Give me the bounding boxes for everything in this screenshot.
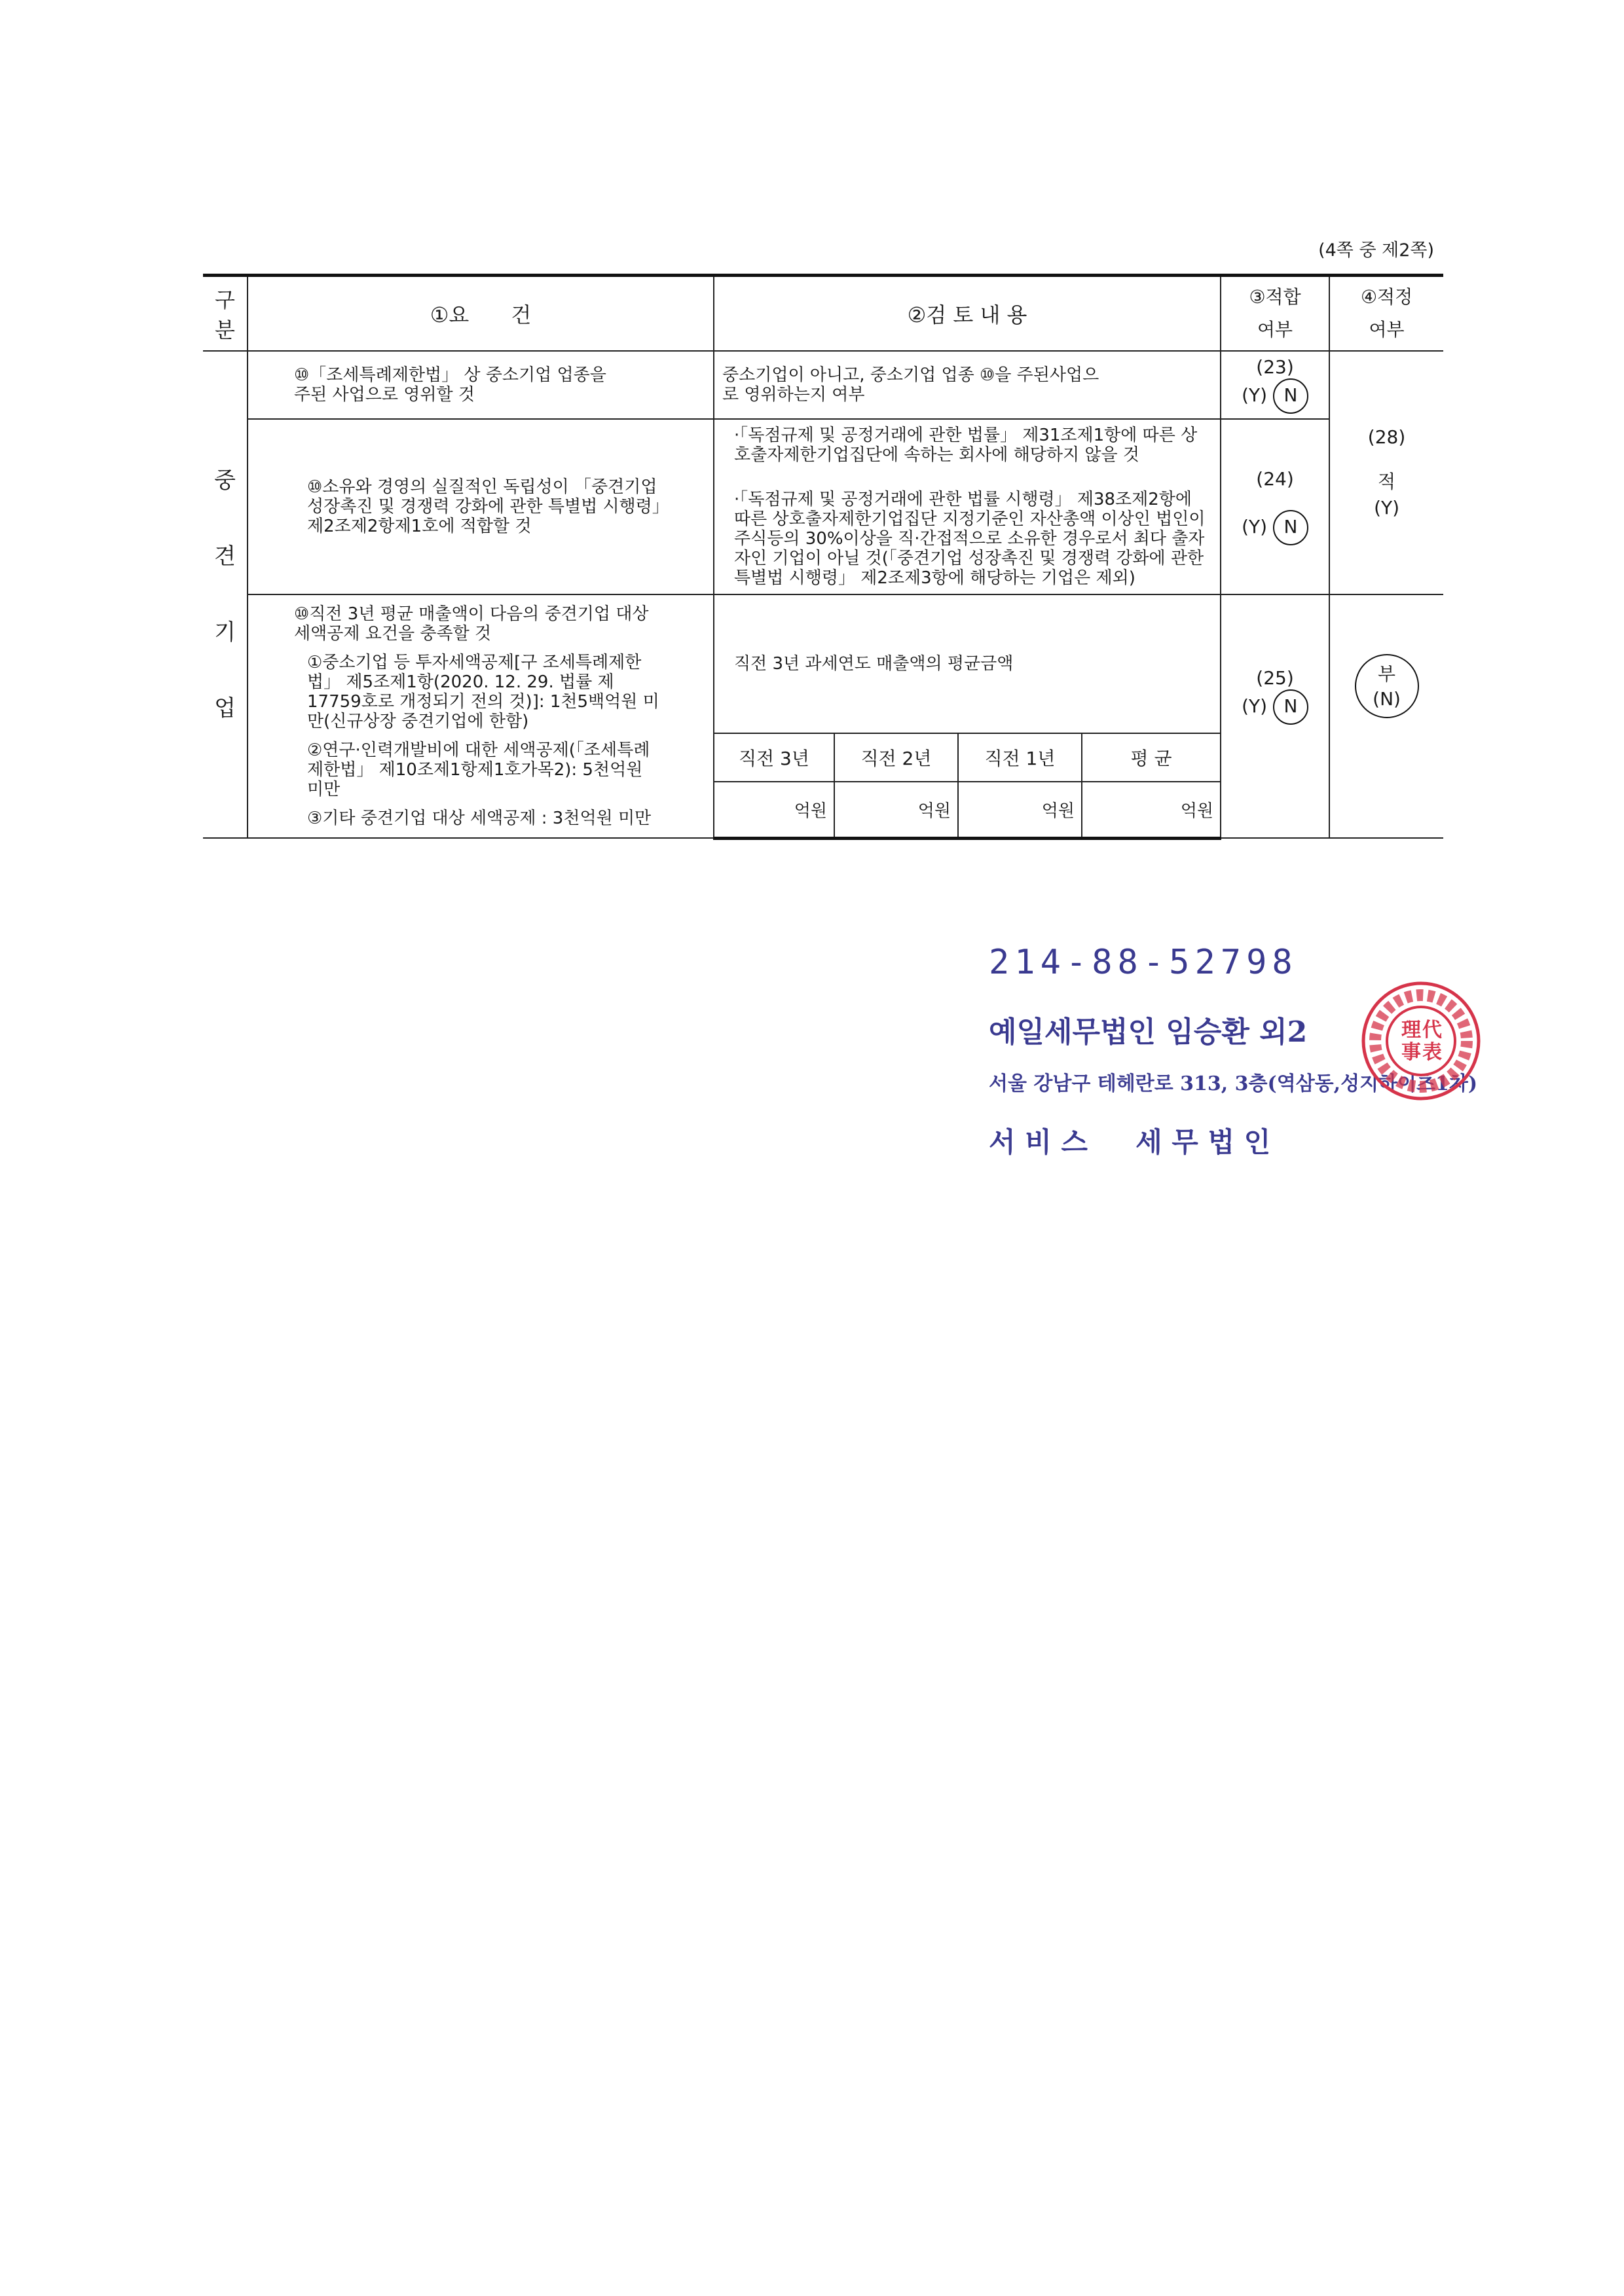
stamp-name: 예일세무법인 임승환 외2 [989, 1015, 1308, 1049]
fit-independence [1221, 419, 1329, 594]
requirement-item: ②연구·인력개발비에 대한 세액공제(「조세특례제한법」 제10조제1항제1호가목2): 5천억원 미만 [307, 740, 650, 799]
fit-industry [1221, 351, 1329, 419]
category-cell [203, 351, 248, 838]
header-fit [1221, 276, 1329, 352]
category-char: 견 [214, 543, 236, 570]
row-sales [203, 594, 1443, 733]
company-seal [1359, 979, 1483, 1103]
review-item: ·「독점규제 및 공정거래에 관한 법률」 제31조제1항에 따른 상호출자제한기업집단에 속하는 회사에 해당하지 않을 것 [734, 426, 1198, 465]
proper-no-code: (N) [1373, 688, 1401, 710]
sales-amount-unit: 억원 [958, 782, 1082, 838]
requirement-sales [248, 594, 714, 838]
row-industry [203, 351, 1443, 419]
proper-yes: (Y) [1374, 497, 1400, 519]
requirements-table [203, 274, 1443, 840]
header-row [203, 276, 1443, 352]
review-independence [714, 419, 1221, 594]
header-category: 구분 [203, 276, 248, 352]
proper-result-bottom [1329, 594, 1443, 838]
review-sales: 직전 3년 과세연도 매출액의 평균금액 [714, 594, 1221, 733]
header-proper-line1: ④적정 [1360, 286, 1413, 308]
proper-no-label: 부 [1378, 663, 1396, 685]
fit-no-circled: N [1273, 510, 1308, 545]
category-char: 업 [214, 695, 236, 721]
header-fit-line2: 여부 [1257, 319, 1293, 340]
fit-code: (24) [1256, 468, 1294, 490]
fit-yes: (Y) [1242, 695, 1268, 717]
svg-text:事: 事 [1401, 1041, 1421, 1064]
stamp-address: 서울 강남구 테헤란로 313, 3층(역삼동,성지하이츠1차) [989, 1072, 1478, 1095]
review-industry: 중소기업이 아니고, 중소기업 업종 ⑩을 주된사업으로 영위하는지 여부 [714, 351, 1221, 419]
proper-label: 적 [1378, 471, 1396, 492]
svg-text:代: 代 [1422, 1019, 1442, 1042]
sales-amount-unit: 억원 [1082, 782, 1221, 838]
proper-code: (28) [1367, 426, 1406, 448]
header-fit-line1: ③적합 [1249, 286, 1301, 308]
sales-amount-unit: 억원 [714, 782, 834, 838]
fit-no-circled: N [1273, 689, 1308, 725]
review-item: ·「독점규제 및 공정거래에 관한 법률 시행령」 제38조제2항에 따른 상호출자제한기업집단 지정기준인 자산총액 이상인 법인이 주식등의 30%이상을 직·간접적으로 소유한 경우로서 최다 출자자인 기업이 아닐 것(「중견기업 성장촉진 및 경쟁력 강화에 관한 특별법 시행령」 제2조제3항에 해당하는 기업은 제외) [734, 490, 1206, 588]
sales-header: 직전 1년 [958, 733, 1082, 782]
sales-header: 직전 3년 [714, 733, 834, 782]
fit-yes: (Y) [1242, 516, 1268, 538]
header-requirement: ①요 건 [248, 276, 714, 352]
stamp-bizno: 214-88-52798 [989, 943, 1298, 982]
proper-result-top [1329, 351, 1443, 594]
stamp-service: 서 비 스 세 무 법 인 [989, 1126, 1271, 1158]
svg-text:理: 理 [1401, 1019, 1421, 1042]
category-char: 기 [214, 619, 236, 646]
sales-header: 평 균 [1082, 733, 1221, 782]
requirement-item: ⑩직전 3년 평균 매출액이 다음의 중견기업 대상 세액공제 요건을 충족할 것 [294, 604, 649, 644]
sales-header: 직전 2년 [834, 733, 958, 782]
fit-code: (25) [1256, 667, 1294, 689]
requirement-item: ③기타 중견기업 대상 세액공제 : 3천억원 미만 [307, 809, 652, 828]
header-review: ②검 토 내 용 [714, 276, 1221, 352]
requirement-industry: ⑩「조세특례제한법」 상 중소기업 업종을 주된 사업으로 영위할 것 [248, 351, 714, 419]
requirement-item: ①중소기업 등 투자세액공제[구 조세특례제한법」 제5조제1항(2020. 12. 29. 법률 제17759호로 개정되기 전의 것)]: 1천5백억원 미만(신규상장 중견기업에 한함) [307, 653, 659, 731]
sales-amount-unit: 억원 [834, 782, 958, 838]
proper-no-circled [1355, 654, 1419, 718]
requirement-independence: ⑩소유와 경영의 실질적인 독립성이 「중견기업 성장촉진 및 경쟁력 강화에 관한 특별법 시행령」 제2조제2항제1호에 적합할 것 [248, 419, 714, 594]
row-independence [203, 419, 1443, 594]
category-char: 중 [214, 467, 236, 494]
page-label: (4쪽 중 제2쪽) [1318, 240, 1434, 261]
svg-text:表: 表 [1422, 1041, 1442, 1064]
header-proper [1329, 276, 1443, 352]
header-proper-line2: 여부 [1369, 319, 1405, 340]
fit-yes: (Y) [1242, 384, 1268, 406]
fit-no-circled: N [1273, 378, 1308, 414]
fit-code: (23) [1256, 356, 1294, 378]
fit-sales [1221, 594, 1329, 838]
